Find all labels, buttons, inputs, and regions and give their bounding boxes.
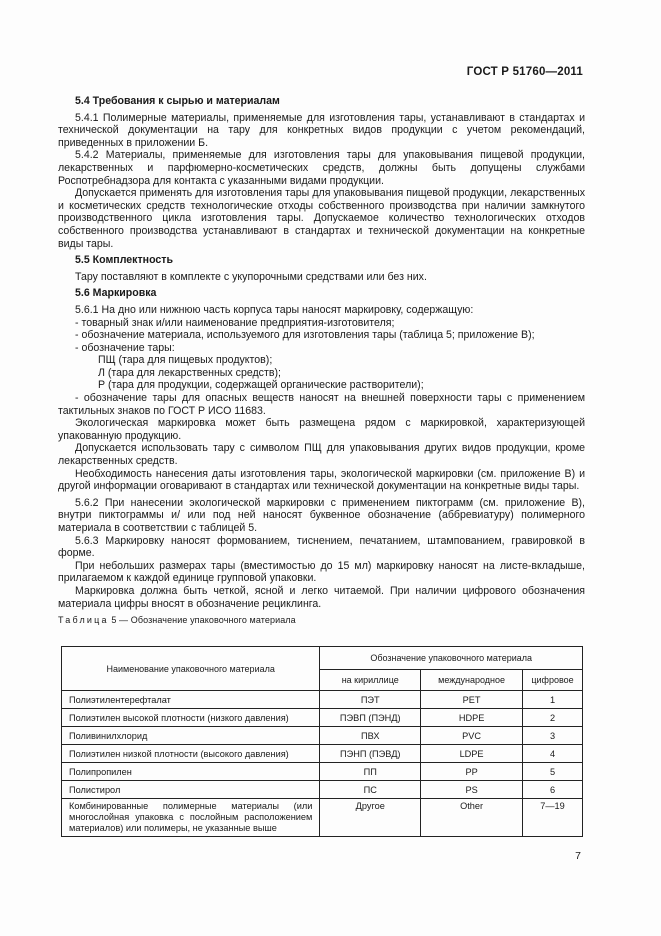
material-name: Полиэтилентерефталат — [62, 691, 320, 709]
paragraph: 5.4.1 Полимерные материалы, применяемые для изготовления тары, устанавливают в стандартах и технической документации на тару для конкретных видов продукции с учетом рекомендаций, приведенных в приложении Б. — [58, 111, 585, 149]
table-row — [62, 745, 583, 763]
table-row — [62, 691, 583, 709]
table-row — [62, 763, 583, 781]
sub-list-item: Л (тара для лекарственных средств); — [98, 366, 281, 379]
code-cyrillic: ПВХ — [320, 727, 421, 745]
code-cyrillic: Другое — [320, 799, 421, 837]
paragraph: Необходимость нанесения даты изготовления тары, экологической маркировки (см. приложение В) и другой информации оговаривают в стандартах или технической документации на конкретные виды тары. — [58, 467, 585, 493]
table-caption-label: Таблица — [58, 615, 109, 626]
material-name: Комбинированные полимерные материалы (или многослойная упаковка с послойным расположением материалов) или полимеры, не указанные выше — [62, 799, 320, 837]
code-digital: 2 — [523, 709, 583, 727]
code-cyrillic: ПС — [320, 781, 421, 799]
code-international: PS — [421, 781, 523, 799]
paragraph: Допускается использовать тару с символом ПЩ для упаковывания других видов продукции, кроме лекарственных средств. — [58, 442, 585, 468]
code-digital: 5 — [523, 763, 583, 781]
code-digital: 3 — [523, 727, 583, 745]
col-header-cyrillic: на кириллице — [320, 670, 421, 691]
code-international: HDPE — [421, 709, 523, 727]
paragraph: Тару поставляют в комплекте с укупорочными средствами или без них. — [75, 270, 427, 283]
material-name: Полистирол — [62, 781, 320, 799]
table-row — [62, 727, 583, 745]
paragraph: Допускается применять для изготовления тары для упаковывания пищевой продукции, лекарственных и косметических средств технологические отходы собственного производства при наличии замкнутого производственного цикла изготовления тары. Допускаемое количество технологических отходов собственного производства устанавливают в стандартах и технической документации на конкретные виды тары. — [58, 187, 585, 250]
material-name: Полиэтилен высокой плотности (низкого давления) — [62, 709, 320, 727]
table-row — [62, 799, 583, 837]
document-body — [58, 95, 585, 627]
code-international: PVC — [421, 727, 523, 745]
paragraph: При небольших размерах тары (вместимостью до 15 мл) маркировку наносят на листе-вкладыше, прилагаемом к каждой единице групповой упаковки. — [58, 559, 585, 585]
code-international: PET — [421, 691, 523, 709]
code-digital: 4 — [523, 745, 583, 763]
code-cyrillic: ПЭТ — [320, 691, 421, 709]
sub-list-item: ПЩ (тара для пищевых продуктов); — [98, 354, 273, 367]
sub-list-item: Р (тара для продукции, содержащей органические растворители); — [98, 379, 424, 392]
material-name: Полиэтилен низкой плотности (высокого давления) — [62, 745, 320, 763]
paragraph: 5.6.3 Маркировку наносят формованием, тиснением, печатанием, штампованием, гравировкой в форме. — [58, 534, 585, 560]
code-international: PP — [421, 763, 523, 781]
paragraph: 5.6.1 На дно или нижнюю часть корпуса тары наносят маркировку, содержащую: — [75, 303, 474, 316]
table-row — [62, 709, 583, 727]
paragraph: Экологическая маркировка может быть размещена рядом с маркировкой, характеризующей упакованную продукцию. — [58, 417, 585, 442]
paragraph: Маркировка должна быть четкой, ясной и легко читаемой. При наличии цифрового обозначения материала цифры вносят в обозначение рециклинга. — [58, 584, 585, 610]
col-header-name: Наименование упаковочного материала — [62, 647, 320, 691]
table-caption-text: 5 — Обозначение упаковочного материала — [111, 615, 296, 626]
code-digital: 6 — [523, 781, 583, 799]
list-item: - товарный знак и/или наименование предприятия-изготовителя; — [75, 316, 395, 329]
material-name: Полипропилен — [62, 763, 320, 781]
section-5-4-heading: 5.4 Требования к сырью и материалам — [75, 95, 280, 107]
materials-table — [61, 646, 583, 837]
paragraph: 5.6.2 При нанесении экологической маркировки с применением пиктограмм (см. приложение В), внутри пиктограммы и/ или под ней наносят буквенное обозначение (аббревиатуру) полимерного материала в соответствии с таблицей 5. — [58, 496, 585, 534]
table-row — [62, 781, 583, 799]
col-header-digital: цифровое — [523, 670, 583, 691]
section-5-6-heading: 5.6 Маркировка — [75, 287, 157, 300]
table-caption — [58, 614, 585, 627]
code-digital: 1 — [523, 691, 583, 709]
code-cyrillic: ПП — [320, 763, 421, 781]
code-international: Other — [421, 799, 523, 837]
page-number: 7 — [575, 850, 581, 862]
col-header-international: международное — [421, 670, 523, 691]
document-code: ГОСТ Р 51760—2011 — [466, 66, 583, 78]
col-header-group: Обозначение упаковочного материала — [320, 647, 583, 670]
list-item: - обозначение тары: — [75, 341, 175, 354]
code-digital: 7—19 — [523, 799, 583, 837]
code-international: LDPE — [421, 745, 523, 763]
list-item: - обозначение материала, используемого для изготовления тары (таблица 5; приложение В); — [75, 329, 535, 342]
material-name: Поливинилхлорид — [62, 727, 320, 745]
list-item: - обозначение тары для опасных веществ наносят на внешней поверхности тары с применением тактильных знаков по ГОСТ Р ИСО 11683. — [58, 392, 585, 417]
code-cyrillic: ПЭВП (ПЭНД) — [320, 709, 421, 727]
paragraph: 5.4.2 Материалы, применяемые для изготовления тары для упаковывания пищевой продукции, лекарственных и парфюмерно-косметических средств, должны быть допущены службами Роспотребнадзора для контакта с указанными видами продукции. — [58, 149, 585, 187]
code-cyrillic: ПЭНП (ПЭВД) — [320, 745, 421, 763]
section-5-5-heading: 5.5 Комплектность — [75, 254, 173, 267]
